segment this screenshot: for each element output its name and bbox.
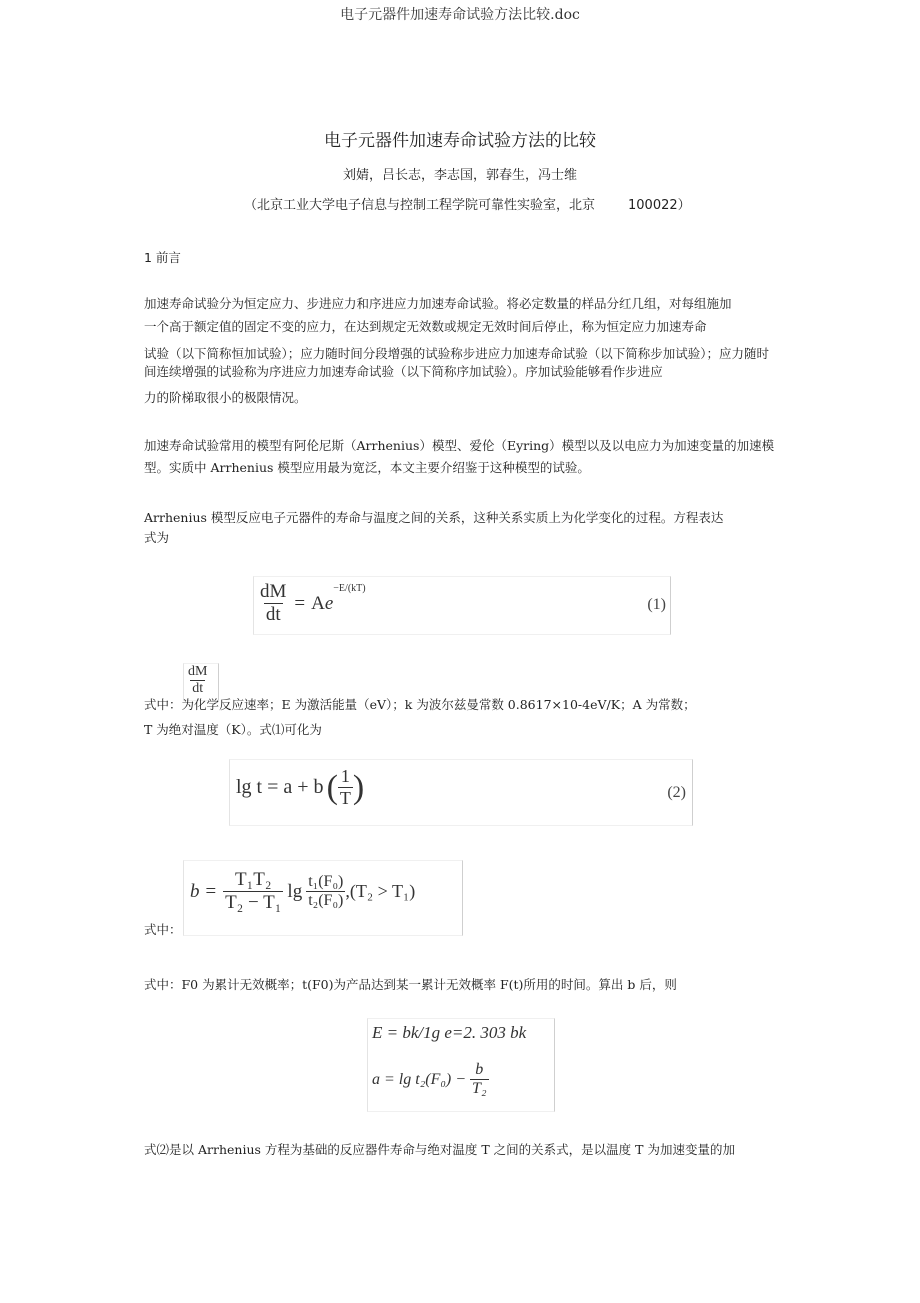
eq1-numerator: dM (260, 581, 287, 602)
paragraph-1-line-5: 力的阶梯取很小的极限情况。 (144, 390, 307, 405)
page-title: 电子元器件加速寿命试验方法的比较 (324, 131, 596, 151)
section-heading-introduction: 1 前言 (144, 250, 181, 265)
eq1-number: (1) (647, 596, 666, 613)
eq4-denominator: T₂ (472, 1080, 487, 1097)
paragraph-4-line-2: T 为绝对温度（K）。式⑴可化为 (144, 722, 322, 737)
eq4-line-1: E = bk/1g e=2. 303 bk (372, 1023, 527, 1042)
eq3-condition: ,(T₂ > T₁) (345, 881, 416, 901)
eq1-denominator: dt (265, 604, 281, 625)
paragraph-5-prefix: 式中： (144, 922, 182, 937)
eq3-numerator: T₁T₂ (235, 869, 272, 890)
eq4-line-2-lhs: a = lg t₂(F₀) − (372, 1070, 467, 1088)
equation-3-image (183, 860, 463, 936)
eq2-number: (2) (667, 784, 686, 801)
paragraph-1-line-2: 一个高于额定值的固定不变的应力，在达到规定无效数或规定无效时间后停止，称为恒定应力加速寿命 (144, 319, 707, 334)
eq2-denominator: T (339, 788, 351, 808)
eq3-lhs: b = (190, 880, 218, 902)
paragraph-1-line-3: 试验（以下简称恒加试验）；应力随时间分段增强的试验称步进应力加速寿命试验（以下简称步加试验）；应力随时 (144, 346, 770, 361)
paragraph-1-line-4: 间连续增强的试验称为序进应力加速寿命试验（以下简称序加试验）。序加试验能够看作步进应 (144, 364, 663, 379)
paragraph-4-line-1: 化学反应速率；E 为激活能量（eV）；k 为波尔兹曼常数 0.8617×10-4eV/K；A 为常数； (194, 697, 696, 712)
equation-2-image: lg t = a + b ( $\frac{1}{T}$ ) (2) (229, 759, 693, 826)
paragraph-3-line-1: Arrhenius 模型反应电子元器件的寿命与温度之间的关系，这种关系实质上为化学变化的过程。方程表达 (144, 510, 724, 525)
paragraph-2-line-2: 型。实质中 Arrhenius 模型应用最为宽泛，本文主要介绍鉴于这种模型的试验。 (144, 460, 590, 475)
eq4-numerator: b (475, 1061, 484, 1078)
equation-1-image: $\frac{dM}{dt}$ = A e $^{-E/(kT)}$ (1) (253, 576, 671, 635)
eq2-lhs: lg t = a + b (236, 776, 324, 798)
document-filename-header: 电子元器件加速寿命试验方法比较.doc (340, 7, 580, 23)
eq3-lg-numerator: t₁(F₀) (308, 873, 344, 890)
eq1-exponential-base: e (324, 592, 334, 614)
equation-4-image (367, 1018, 555, 1112)
paragraph-3-line-2: 式为 (144, 530, 170, 545)
paragraph-7-line-1: 式⑵是以 Arrhenius 方程为基础的反应器件寿命与绝对温度 T 之间的关系式，是以温度 T 为加速变量的加 (144, 1142, 735, 1157)
affiliation-line: （北京工业大学电子信息与控制工程学院可靠性实验室，北京 (244, 198, 596, 213)
paragraph-6-line-1: 式中：F0 为累计无效概率；t(F0)为产品达到某一累计无效概率 F(t)所用的时间。算出 b 后，则 (144, 977, 677, 992)
eq3-denominator: T₂ − T₁ (225, 892, 282, 913)
paragraph-2-line-1: 加速寿命试验常用的模型有阿伦尼斯（Arrhenius）模型、爱伦（Eyring）模型以及以电应力为加速变量的加速模 (144, 438, 775, 453)
eq1-constant: A (311, 592, 325, 614)
affiliation-postal-code: 100022） (628, 198, 691, 213)
inline-fraction-denominator: dt (192, 681, 204, 696)
inline-fraction-numerator: dM (188, 664, 208, 679)
paragraph-4-prefix: 式中：为 (144, 697, 195, 712)
paragraph-1-line-1: 加速寿命试验分为恒定应力、步进应力和序进应力加速寿命试验。将必定数量的样品分红几组，对每组施加 (144, 296, 732, 311)
eq2-numerator: 1 (340, 766, 350, 786)
eq1-exponent: −E/(kT) (333, 583, 366, 594)
eq3-lg: lg (287, 880, 303, 902)
authors-line: 刘婧，吕长志，李志国，郭春生，冯士维 (342, 168, 577, 183)
eq3-lg-denominator: t₂(F₀) (308, 892, 344, 909)
